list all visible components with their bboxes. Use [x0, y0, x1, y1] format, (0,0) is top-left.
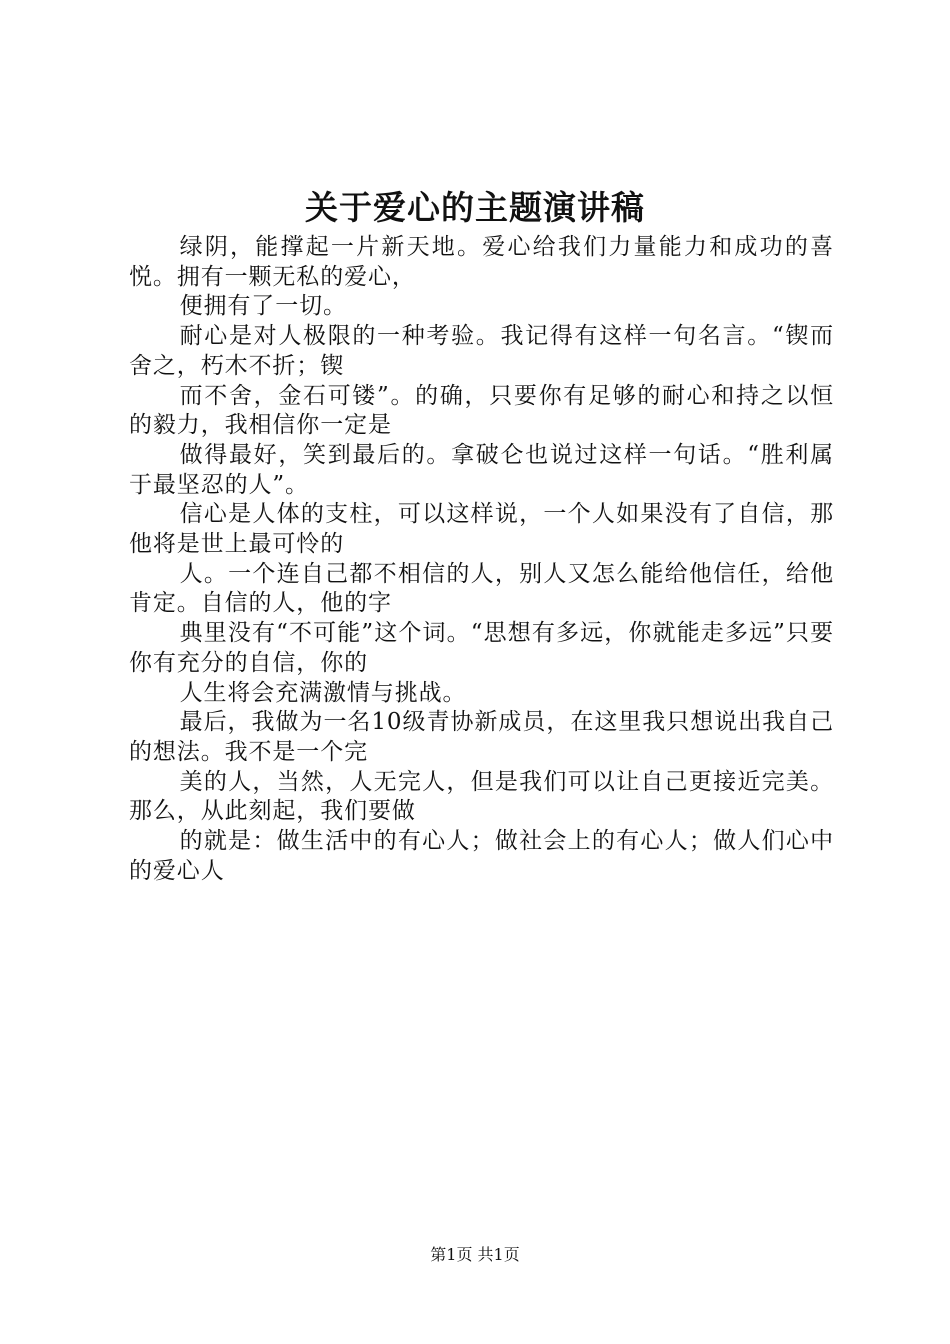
- paragraph: 典里没有“不可能”这个词。“思想有多远，你就能走多远”只要你有充分的自信，你的: [129, 620, 834, 676]
- paragraph: 做得最好，笑到最后的。拿破仑也说过这样一句话。“胜利属于最坚忍的人”。: [129, 441, 834, 498]
- page-footer: 第1页 共1页: [430, 1245, 520, 1264]
- paragraph: 最后，我做为一名10级青协新成员，在这里我只想说出我自己的想法。我不是一个完: [129, 709, 834, 765]
- page-title: 关于爱心的主题演讲稿: [305, 188, 645, 227]
- document-body: [129, 233, 834, 886]
- paragraph: 绿阴，能撑起一片新天地。爱心给我们力量能力和成功的喜悦。拥有一颗无私的爱心，: [129, 234, 834, 290]
- paragraph: 人。一个连自己都不相信的人，别人又怎么能给他信任，给他肯定。自信的人，他的字: [129, 560, 834, 617]
- paragraph: 美的人，当然，人无完人，但是我们可以让自己更接近完美。那么，从此刻起，我们要做: [129, 768, 834, 825]
- paragraph: 耐心是对人极限的一种考验。我记得有这样一句名言。“锲而舍之，朽木不折；锲: [129, 323, 834, 379]
- paragraph: 信心是人体的支柱，可以这样说，一个人如果没有了自信，那他将是世上最可怜的: [129, 501, 834, 558]
- paragraph: 人生将会充满激情与挑战。: [179, 679, 467, 706]
- paragraph: 而不舍，金石可镂”。的确，只要你有足够的耐心和持之以恒的毅力，我相信你一定是: [129, 382, 834, 439]
- paragraph: 的就是：做生活中的有心人；做社会上的有心人；做人们心中的爱心人: [129, 828, 834, 884]
- paragraph: 便拥有了一切。: [179, 293, 347, 320]
